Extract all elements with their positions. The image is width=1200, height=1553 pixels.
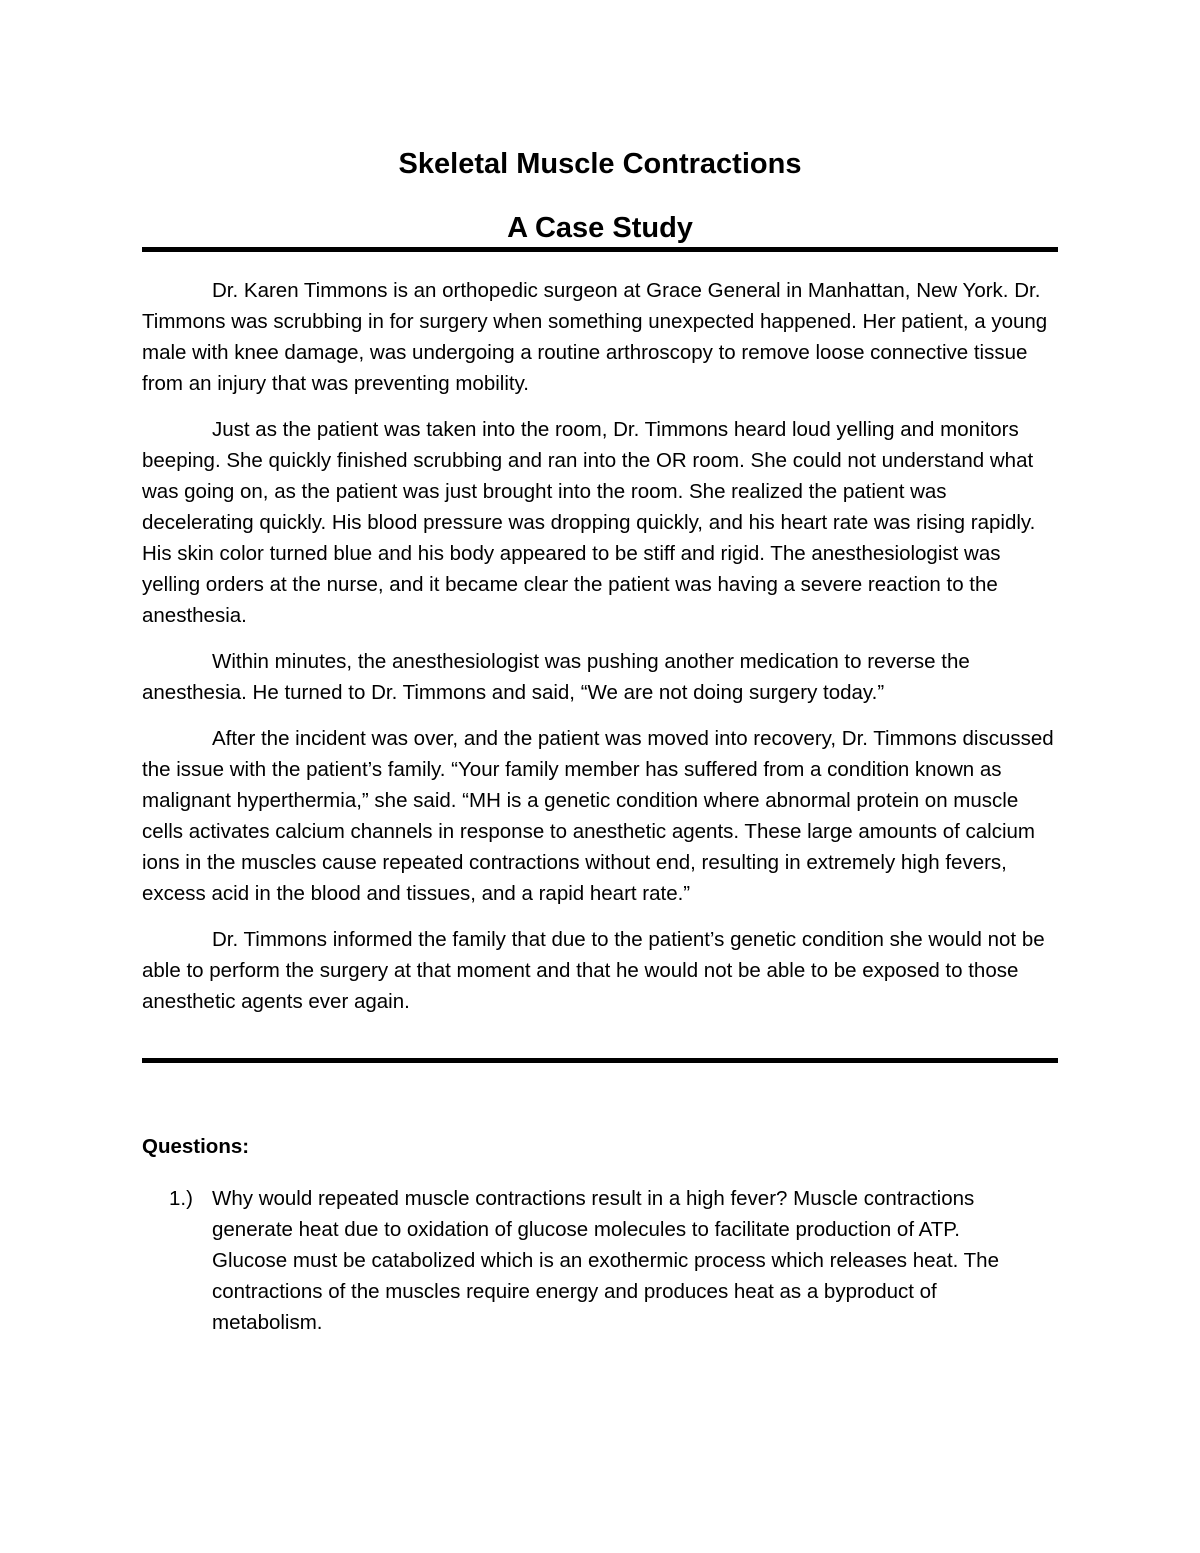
case-study-body: [142, 275, 1060, 1032]
question-item: [169, 1183, 1060, 1338]
document-title: Skeletal Muscle Contractions: [398, 148, 802, 180]
questions-section: [142, 1131, 1060, 1338]
top-divider: [142, 247, 1058, 252]
paragraph: After the incident was over, and the patient was moved into recovery, Dr. Timmons discussed the issue with the patient’s family. “Your family member has suffered from a condition known as malignant hyperthermia,” she said. “MH is a genetic condition where abnormal protein on muscle cells activates calcium channels in response to anesthetic agents. These large amounts of calcium ions in the muscles cause repeated contractions without end, resulting in extremely high fevers, excess acid in the blood and tissues, and a rapid heart rate.”: [142, 727, 1054, 905]
paragraph: Within minutes, the anesthesiologist was pushing another medication to reverse the anesthesia. He turned to Dr. Timmons and said, “We are not doing surgery today.”: [142, 650, 970, 704]
paragraph: Just as the patient was taken into the room, Dr. Timmons heard loud yelling and monitors beeping. She quickly finished scrubbing and ran into the OR room. She could not understand what was going on, as the patient was just brought into the room. She realized the patient was decelerating quickly. His blood pressure was dropping quickly, and his heart rate was rising rapidly. His skin color turned blue and his body appeared to be stiff and rigid. The anesthesiologist was yelling orders at the nurse, and it became clear the patient was having a severe reaction to the anesthesia.: [142, 418, 1036, 627]
document-subtitle: A Case Study: [507, 212, 693, 244]
question-number: 1.): [169, 1187, 193, 1210]
paragraph: Dr. Timmons informed the family that due to the patient’s genetic condition she would not be able to perform the surgery at that moment and that he would not be able to be exposed to those anesthetic agents ever again.: [142, 928, 1045, 1013]
paragraph: Dr. Karen Timmons is an orthopedic surgeon at Grace General in Manhattan, New York. Dr. Timmons was scrubbing in for surgery when something unexpected happened. Her patient, a young male with knee damage, was undergoing a routine arthroscopy to remove loose connective tissue from an injury that was preventing mobility.: [142, 279, 1048, 395]
bottom-divider: [142, 1058, 1058, 1063]
questions-heading: Questions:: [142, 1135, 250, 1158]
question-text: Why would repeated muscle contractions result in a high fever? Muscle contractions generate heat due to oxidation of glucose molecules to facilitate production of ATP. Glucose must be catabolized which is an exothermic process which releases heat. The contractions of the muscles require energy and produces heat as a byproduct of metabolism.: [212, 1187, 999, 1334]
